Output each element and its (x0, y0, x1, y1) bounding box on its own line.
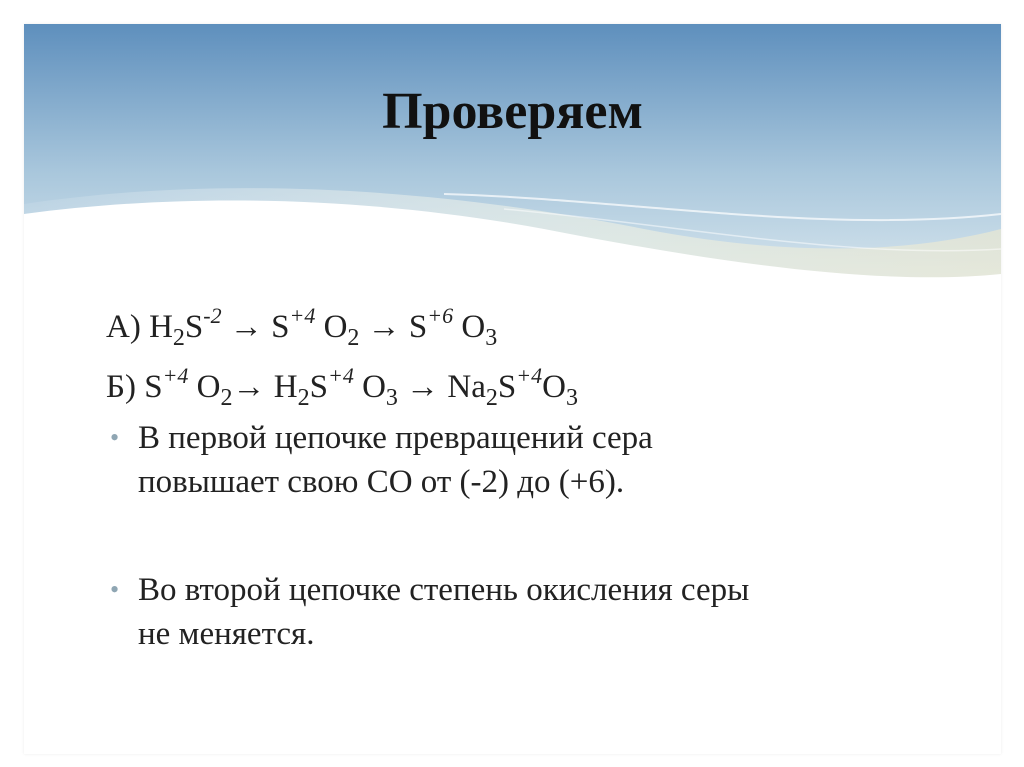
formula-b-label: Б) (106, 369, 145, 405)
formula-a-subscript: 2 (347, 325, 360, 351)
bullet-text-line: повышает свою СО от (-2) до (+6). (138, 464, 625, 500)
formula-a-part: → S (221, 309, 290, 345)
formula-b-superscript: +4 (162, 363, 189, 388)
formula-b-subscript: 2 (297, 385, 310, 411)
bullet-list (106, 416, 966, 656)
slide-content (106, 303, 966, 656)
formula-b-superscript: +4 (327, 363, 354, 388)
formula-a-part: → S (359, 309, 428, 345)
formula-b-part: S (144, 369, 163, 405)
formula-a-subscript: 2 (172, 325, 185, 351)
formula-a-superscript: +4 (289, 303, 316, 328)
formula-b-subscript: 2 (220, 385, 233, 411)
formula-b-part: S (309, 369, 328, 405)
formula-b-subscript: 2 (485, 385, 498, 411)
slide (24, 24, 1001, 754)
formula-b-part: → H (232, 369, 298, 405)
bullet-text-line: не меняется. (138, 616, 315, 652)
formula-a-part: O (453, 309, 486, 345)
list-item (106, 416, 966, 504)
bullet-text-line: Во второй цепочке степень окисления серы (138, 572, 750, 608)
header-background (24, 24, 1001, 294)
formula-b-subscript: 3 (565, 385, 578, 411)
formula-a-superscript: -2 (203, 303, 222, 328)
formula-b (106, 363, 966, 411)
formula-b-subscript: 3 (385, 385, 398, 411)
formula-a (106, 303, 966, 351)
list-item (106, 568, 966, 656)
slide-title: Проверяем (382, 83, 643, 140)
formula-a-part: S (184, 309, 204, 345)
formula-b-part: O (353, 369, 386, 405)
formula-b-part: O (188, 369, 221, 405)
formula-a-superscript: +6 (427, 303, 454, 328)
formula-b-superscript: +4 (516, 363, 543, 388)
formula-b-part: → Na (397, 369, 486, 405)
bullet-icon: • (110, 423, 120, 452)
formula-a-label: А) (106, 309, 150, 345)
formula-a-part: H (149, 309, 173, 345)
formula-b-part: O (542, 369, 566, 405)
formula-a-subscript: 3 (485, 325, 498, 351)
bullet-text-line: В первой цепочке превращений сера (138, 420, 653, 456)
formula-a-part: O (315, 309, 348, 345)
formula-b-part: S (497, 369, 517, 405)
bullet-icon: • (110, 575, 120, 604)
